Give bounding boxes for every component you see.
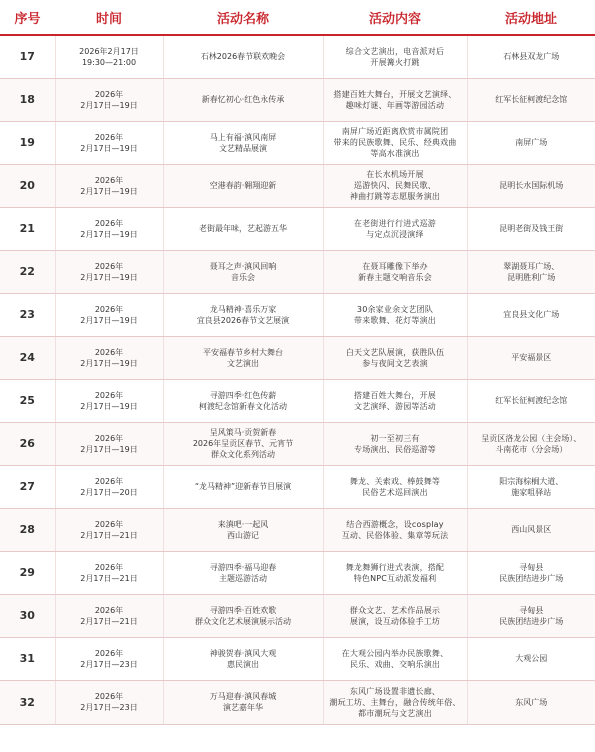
cell-address: 西山风景区 [467, 508, 595, 551]
cell-no: 31 [0, 637, 55, 680]
table-row [0, 379, 595, 422]
cell-name: 空港春韵·翱翔迎新 [163, 164, 323, 207]
header-no: 序号 [0, 0, 55, 35]
cell-time: 2026年2月17日 19:30—21:00 [55, 35, 163, 78]
cell-address: 阳宗海棕榈大道、 施家咀驿站 [467, 465, 595, 508]
cell-content: 南屏广场近距离欣赏市属院团 带来的民族歌舞、民乐、经典戏曲 等高水准演出 [323, 121, 467, 164]
cell-name: 万马迎春·滇风春城 演艺嘉年华 [163, 680, 323, 724]
cell-no: 18 [0, 78, 55, 121]
header-name: 活动名称 [163, 0, 323, 35]
cell-name: 平安福春节乡村大舞台 文艺演出 [163, 336, 323, 379]
cell-address: 红军长征柯渡纪念馆 [467, 78, 595, 121]
cell-content: 初一至初三有 专场演出、民俗巡游等 [323, 422, 467, 465]
cell-content: 舞龙舞狮行进式表演，搭配 特色NPC互动派发福利 [323, 551, 467, 594]
table-row [0, 422, 595, 465]
cell-content: 搭建百姓大舞台，开展文艺演绎、 趣味灯谜、年画等游园活动 [323, 78, 467, 121]
cell-time: 2026年 2月17日—19日 [55, 293, 163, 336]
cell-name: “龙马精神”迎新春节目展演 [163, 465, 323, 508]
cell-time: 2026年 2月17日—19日 [55, 121, 163, 164]
cell-time: 2026年 2月17日—19日 [55, 336, 163, 379]
cell-time: 2026年 2月17日—23日 [55, 637, 163, 680]
cell-address: 寻甸县 民族团结进步广场 [467, 551, 595, 594]
cell-time: 2026年 2月17日—19日 [55, 78, 163, 121]
cell-content: 群众文艺、艺术作品展示 展演，设互动体验手工坊 [323, 594, 467, 637]
cell-time: 2026年 2月17日—21日 [55, 508, 163, 551]
cell-time: 2026年 2月17日—19日 [55, 164, 163, 207]
table-row [0, 551, 595, 594]
header-address: 活动地址 [467, 0, 595, 35]
cell-no: 23 [0, 293, 55, 336]
table-row [0, 78, 595, 121]
cell-address: 南屏广场 [467, 121, 595, 164]
cell-name: 神骏贺春·滇风大观 惠民演出 [163, 637, 323, 680]
table-row [0, 121, 595, 164]
cell-address: 寻甸县 民族团结进步广场 [467, 594, 595, 637]
cell-content: 搭建百姓大舞台，开展 文艺演绎、游园等活动 [323, 379, 467, 422]
cell-time: 2026年 2月17日—19日 [55, 379, 163, 422]
cell-address: 红军长征柯渡纪念馆 [467, 379, 595, 422]
cell-no: 19 [0, 121, 55, 164]
cell-time: 2026年 2月17日—19日 [55, 422, 163, 465]
cell-address: 翠湖聂耳广场、 昆明胜利广场 [467, 250, 595, 293]
cell-time: 2026年 2月17日—19日 [55, 250, 163, 293]
table-row [0, 637, 595, 680]
cell-name: 寻游四季·百姓欢歌 群众文化艺术展演展示活动 [163, 594, 323, 637]
cell-no: 20 [0, 164, 55, 207]
header-time: 时间 [55, 0, 163, 35]
cell-time: 2026年 2月17日—23日 [55, 680, 163, 724]
cell-no: 26 [0, 422, 55, 465]
table-header-row [0, 0, 595, 35]
cell-time: 2026年 2月17日—21日 [55, 594, 163, 637]
cell-no: 24 [0, 336, 55, 379]
table-row [0, 508, 595, 551]
cell-no: 29 [0, 551, 55, 594]
table-row [0, 336, 595, 379]
table-row [0, 293, 595, 336]
cell-name: 寻游四季·红色传薪 柯渡纪念馆新春文化活动 [163, 379, 323, 422]
cell-no: 27 [0, 465, 55, 508]
table-row [0, 164, 595, 207]
cell-address: 昆明老街及钱王街 [467, 207, 595, 250]
cell-no: 17 [0, 35, 55, 78]
table-row [0, 594, 595, 637]
cell-address: 呈贡区洛龙公园（主会场）、 斗南花市（分会场） [467, 422, 595, 465]
cell-time: 2026年 2月17日—21日 [55, 551, 163, 594]
table-body [0, 35, 595, 724]
table-row [0, 465, 595, 508]
cell-address: 平安福景区 [467, 336, 595, 379]
cell-no: 21 [0, 207, 55, 250]
cell-no: 30 [0, 594, 55, 637]
cell-no: 32 [0, 680, 55, 724]
cell-content: 在长水机场开展 巡游快闪、民舞民歌、 神曲打跳等志愿服务演出 [323, 164, 467, 207]
cell-address: 宜良县文化广场 [467, 293, 595, 336]
cell-no: 28 [0, 508, 55, 551]
cell-name: 龙马精神·喜乐万家 宜良县2026春节文艺展演 [163, 293, 323, 336]
cell-name: 聂耳之声·滇风回响 音乐会 [163, 250, 323, 293]
table-row [0, 35, 595, 78]
cell-no: 22 [0, 250, 55, 293]
cell-content: 在聂耳雕像下举办 新春主题交响音乐会 [323, 250, 467, 293]
table-row [0, 207, 595, 250]
cell-name: 马上有福·滇风南屏 文艺精品展演 [163, 121, 323, 164]
cell-time: 2026年 2月17日—20日 [55, 465, 163, 508]
cell-content: 综合文艺演出，电音派对后 开展篝火打跳 [323, 35, 467, 78]
cell-name: 石林2026春节联欢晚会 [163, 35, 323, 78]
cell-content: 白天文艺队展演，获胜队伍 参与夜间文艺表演 [323, 336, 467, 379]
cell-content: 在大观公园内举办民族歌舞、 民乐、戏曲、交响乐演出 [323, 637, 467, 680]
cell-address: 昆明长水国际机场 [467, 164, 595, 207]
table-row [0, 680, 595, 724]
cell-content: 30余家业余文艺团队 带来歌舞、花灯等演出 [323, 293, 467, 336]
cell-time: 2026年 2月17日—19日 [55, 207, 163, 250]
header-content: 活动内容 [323, 0, 467, 35]
cell-content: 在老街进行行进式巡游 与定点沉浸演绎 [323, 207, 467, 250]
cell-address: 石林县双龙广场 [467, 35, 595, 78]
cell-no: 25 [0, 379, 55, 422]
cell-content: 结合西游概念，设cosplay 互动、民俗体验、集章等玩法 [323, 508, 467, 551]
cell-content: 东风广场设置非遗长廊、 潮玩工坊、主舞台，融合传统年俗、 都市潮玩与文艺演出 [323, 680, 467, 724]
cell-name: 呈风策马·贡贺新春 2026年呈贡区春节、元宵节 群众文化系列活动 [163, 422, 323, 465]
cell-name: 新春忆初心·红色永传承 [163, 78, 323, 121]
cell-content: 舞龙、关索戏、棒鼓舞等 民俗艺术巡回演出 [323, 465, 467, 508]
cell-address: 大观公园 [467, 637, 595, 680]
cell-name: 来滇吧·一起风 西山游记 [163, 508, 323, 551]
table-row [0, 250, 595, 293]
cell-name: 寻游四季·福马迎春 主题巡游活动 [163, 551, 323, 594]
cell-name: 老街最年味，艺起游五华 [163, 207, 323, 250]
cell-address: 东风广场 [467, 680, 595, 724]
